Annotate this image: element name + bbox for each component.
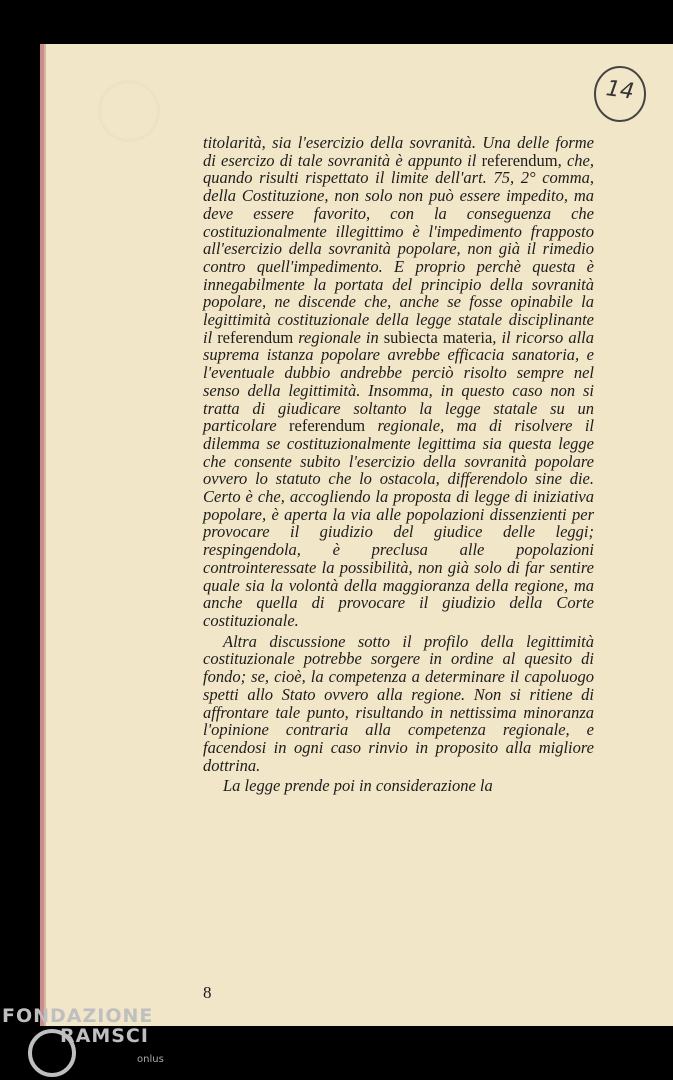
text-segment: referendum bbox=[217, 327, 294, 347]
text-segment: La legge prende poi in considerazione la bbox=[223, 776, 493, 796]
text-segment: referendum bbox=[289, 416, 366, 436]
text-segment: regionale, ma di risolvere il dilemma se costituzionalmente legittima sia questa legge che consente subito l'esercizio della sovranità popolare ovvero lo statuto che lo ostacola, differendolo sine die. Certo è che, accogliendo la proposta di legge di iniziativa popolare, è aperta la via alle popolazioni dissenzienti per provocare il giudizio del giudice delle leggi; respingendola, è preclusa alle popolazioni controinteressate la possibilità, non già solo di far sentire quale sia la volontà della maggioranza della regione, ma anche quella di provocare il giudizio della Corte costituzionale. bbox=[203, 416, 594, 630]
page-edge bbox=[40, 44, 44, 1026]
watermark-line1: FONDAZIONE bbox=[2, 1005, 154, 1027]
handwritten-folio-number bbox=[592, 64, 648, 124]
paragraph bbox=[203, 777, 594, 795]
archive-watermark bbox=[2, 1005, 172, 1065]
paragraph bbox=[203, 134, 594, 630]
text-segment: referendum bbox=[481, 150, 558, 170]
text-segment: , che, quando risulti rispettato il limite dell'art. 75, 2° comma, della Costituzione, non solo non può essere impedito, ma deve essere favorito, con la conseguenza che costituzionalmente illegittimo è l'impedimento frapposto all'esercizio della sovranità popolare, non già il rimedio contro quell'impedimento. E proprio perchè questa è innegabilmente la portata del principio della sovranità popolare, ne discende che, anche se fosse opinabile la legittimità costituzionale della legge statale disciplinante il bbox=[203, 150, 594, 347]
watermark-line2: RAMSCI bbox=[60, 1025, 149, 1047]
page-number: 8 bbox=[203, 983, 212, 1002]
body-text bbox=[203, 134, 594, 795]
watermark-logo-icon bbox=[26, 1027, 78, 1079]
text-segment: , il ricorso alla suprema istanza popolare avrebbe efficacia sanatoria, e l'eventuale dubbio andrebbe perciò risolto sempre nel senso della legittimità. Insomma, in questo caso non si tratta di giudicare soltanto la legge statale su un particolare bbox=[203, 327, 594, 436]
text-segment: subiecta materia bbox=[383, 327, 493, 347]
text-segment: Altra discussione sotto il profilo della legittimità costituzionale potrebbe sorgere in ordine al quesito di fondo; se, cioè, la competenza a determinare il capoluogo spetti allo Stato ovvero alla regione. Non si ritiene di affrontare tale punto, risultando in nettissima minoranza l'opinione contraria alla competenza regionale, e facendosi in ogni caso rinvio in proposito alla migliore dottrina. bbox=[203, 631, 594, 775]
folio-number-text: 14 bbox=[604, 76, 636, 105]
watermark-suffix: onlus bbox=[137, 1054, 164, 1065]
text-segment: regionale in bbox=[293, 327, 384, 347]
faint-stamp-mark bbox=[98, 80, 160, 142]
text-segment: titolarità, sia l'esercizio della sovranità. Una delle forme di esercizo di tale sovranità è appunto il bbox=[203, 133, 594, 170]
paragraph bbox=[203, 633, 594, 775]
